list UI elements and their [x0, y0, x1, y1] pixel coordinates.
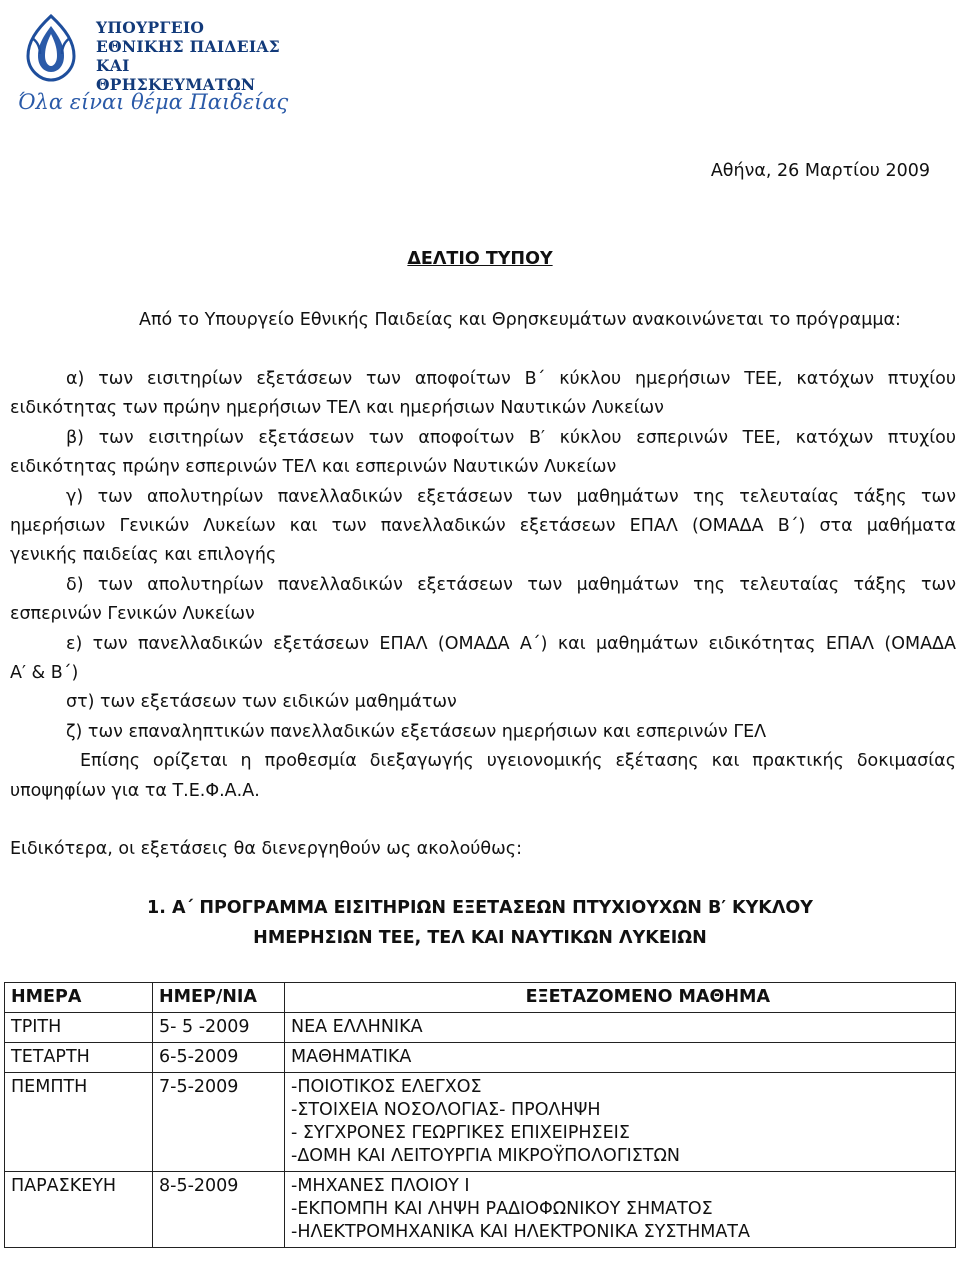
subject-item: -ΠΟΙΟΤΙΚΟΣ ΕΛΕΓΧΟΣ: [291, 1077, 482, 1097]
table-row: [5, 1172, 956, 1248]
cell-subjects: [285, 1013, 956, 1043]
item-b-line: β) των εισιτηρίων εξετάσεων των αποφοίτων Β′ κύκλου εσπερινών ΤΕΕ, κατόχων πτυχίου: [66, 428, 956, 448]
column-header-day: ΗΜΕΡΑ: [5, 983, 153, 1013]
cell-day: ΠΑΡΑΣΚΕΥΗ: [5, 1172, 153, 1248]
subject-item: -ΜΗΧΑΝΕΣ ΠΛΟΙΟΥ Ι: [291, 1176, 470, 1196]
ministry-slogan: Όλα είναι θέμα Παιδείας: [18, 90, 289, 114]
ministry-name-line: ΕΘΝΙΚΗΣ ΠΑΙΔΕΙΑΣ: [96, 37, 280, 56]
document-heading: ΔΕΛΤΙΟ ΤΥΠΟΥ: [407, 249, 553, 269]
cell-date: 7-5-2009: [153, 1073, 285, 1172]
table-row: [5, 1013, 956, 1043]
ministry-name-line: ΥΠΟΥΡΓΕΙΟ: [96, 18, 205, 37]
section-title-line: ΗΜΕΡΗΣΙΩΝ ΤΕΕ, ΤΕΛ ΚΑΙ ΝΑΥΤΙΚΩΝ ΛΥΚΕΙΩΝ: [253, 928, 707, 948]
item-a-line: ειδικότητας των πρώην ημερήσιων ΤΕΛ και ημερήσιων Ναυτικών Λυκείων: [10, 398, 664, 418]
item-st-line: στ) των εξετάσεων των ειδικών μαθημάτων: [66, 692, 457, 712]
intro-text: Από το Υπουργείο Εθνικής Παιδείας και Θρησκευμάτων ανακοινώνεται το πρόγραμμα:: [139, 310, 901, 330]
subject-item: - ΣΥΓΧΡΟΝΕΣ ΓΕΩΡΓΙΚΕΣ ΕΠΙΧΕΙΡΗΣΕΙΣ: [291, 1123, 630, 1143]
table-row: [5, 1043, 956, 1073]
cell-day: ΤΡΙΤΗ: [5, 1013, 153, 1043]
cell-date: 8-5-2009: [153, 1172, 285, 1248]
subject-item: ΝΕΑ ΕΛΛΗΝΙΚΑ: [291, 1017, 423, 1037]
section-title-line: 1. Α΄ ΠΡΟΓΡΑΜΜΑ ΕΙΣΙΤΗΡΙΩΝ ΕΞΕΤΑΣΕΩΝ ΠΤΥΧΙΟΥΧΩΝ Β′ ΚΥΚΛΟΥ: [147, 898, 813, 918]
tefaa-paragraph-line: υποψηφίων για τα Τ.Ε.Φ.Α.Α.: [10, 781, 260, 801]
table-row: [5, 1073, 956, 1172]
item-z-line: ζ) των επαναληπτικών πανελλαδικών εξετάσεων ημερήσιων και εσπερινών ΓΕΛ: [66, 722, 767, 742]
item-c-line: γ) των απολυτηρίων πανελλαδικών εξετάσεων των μαθημάτων της τελευταίας τάξης των: [66, 487, 956, 507]
subject-item: ΜΑΘΗΜΑΤΙΚΑ: [291, 1047, 412, 1067]
item-c-line: γενικής παιδείας και επιλογής: [10, 545, 277, 565]
exam-schedule-table: [4, 982, 956, 1248]
ministry-logo: [18, 10, 289, 122]
item-d-line: δ) των απολυτηρίων πανελλαδικών εξετάσεων των μαθημάτων της τελευταίας τάξης των: [66, 575, 956, 595]
cell-day: ΠΕΜΠΤΗ: [5, 1073, 153, 1172]
document-date: Αθήνα, 26 Μαρτίου 2009: [710, 161, 930, 181]
ministry-name-line: ΚΑΙ ΘΡΗΣΚΕΥΜΑΤΩΝ: [96, 56, 256, 94]
cell-date: 6-5-2009: [153, 1043, 285, 1073]
cell-day: ΤΕΤΑΡΤΗ: [5, 1043, 153, 1073]
subject-item: -ΣΤΟΙΧΕΙΑ ΝΟΣΟΛΟΓΙΑΣ- ΠΡΟΛΗΨΗ: [291, 1100, 601, 1120]
subject-item: -ΔΟΜΗ ΚΑΙ ΛΕΙΤΟΥΡΓΙΑ ΜΙΚΡΟΫΠΟΛΟΓΙΣΤΩΝ: [291, 1146, 680, 1166]
cell-subjects: [285, 1043, 956, 1073]
cell-subjects: [285, 1073, 956, 1172]
cell-subjects: [285, 1172, 956, 1248]
cell-date: 5- 5 -2009: [153, 1013, 285, 1043]
table-header-row: [5, 983, 956, 1013]
subject-item: -ΕΚΠΟΜΠΗ ΚΑΙ ΛΗΨΗ ΡΑΔΙΟΦΩΝΙΚΟΥ ΣΗΜΑΤΟΣ: [291, 1199, 713, 1219]
item-c-line: ημερήσιων Γενικών Λυκείων και των πανελλαδικών εξετάσεων ΕΠΑΛ (ΟΜΑΔΑ Β΄) στα μαθήματα: [10, 516, 956, 536]
column-header-subject: ΕΞΕΤΑΖΟΜΕΝΟ ΜΑΘΗΜΑ: [285, 983, 956, 1013]
item-d-line: εσπερινών Γενικών Λυκείων: [10, 604, 255, 624]
tefaa-paragraph-line: Επίσης ορίζεται η προθεσμία διεξαγωγής υγειονομικής εξέτασης και πρακτικής δοκιμασίας: [80, 751, 956, 771]
item-e-line: ε) των πανελλαδικών εξετάσεων ΕΠΑΛ (ΟΜΑΔΑ Α΄) και μαθημάτων ειδικότητας ΕΠΑΛ (ΟΜΑΔΑ: [66, 634, 956, 654]
subject-item: -ΗΛΕΚΤΡΟΜΗΧΑΝΙΚΑ ΚΑΙ ΗΛΕΚΤΡΟΝΙΚΑ ΣΥΣΤΗΜΑΤΑ: [291, 1222, 750, 1242]
item-b-line: ειδικότητας πρώην εσπερινών ΤΕΛ και εσπερινών Ναυτικών Λυκείων: [10, 457, 617, 477]
item-a-line: α) των εισιτηρίων εξετάσεων των αποφοίτων Β΄ κύκλου ημερήσιων ΤΕΕ, κατόχων πτυχίου: [66, 369, 956, 389]
ministry-emblem-icon: [18, 12, 84, 84]
item-e-line: Α′ & Β΄): [10, 663, 79, 683]
detail-intro: Ειδικότερα, οι εξετάσεις θα διενεργηθούν ως ακολούθως:: [10, 839, 522, 859]
column-header-date: ΗΜΕΡ/ΝΙΑ: [153, 983, 285, 1013]
ministry-name: [96, 18, 286, 94]
